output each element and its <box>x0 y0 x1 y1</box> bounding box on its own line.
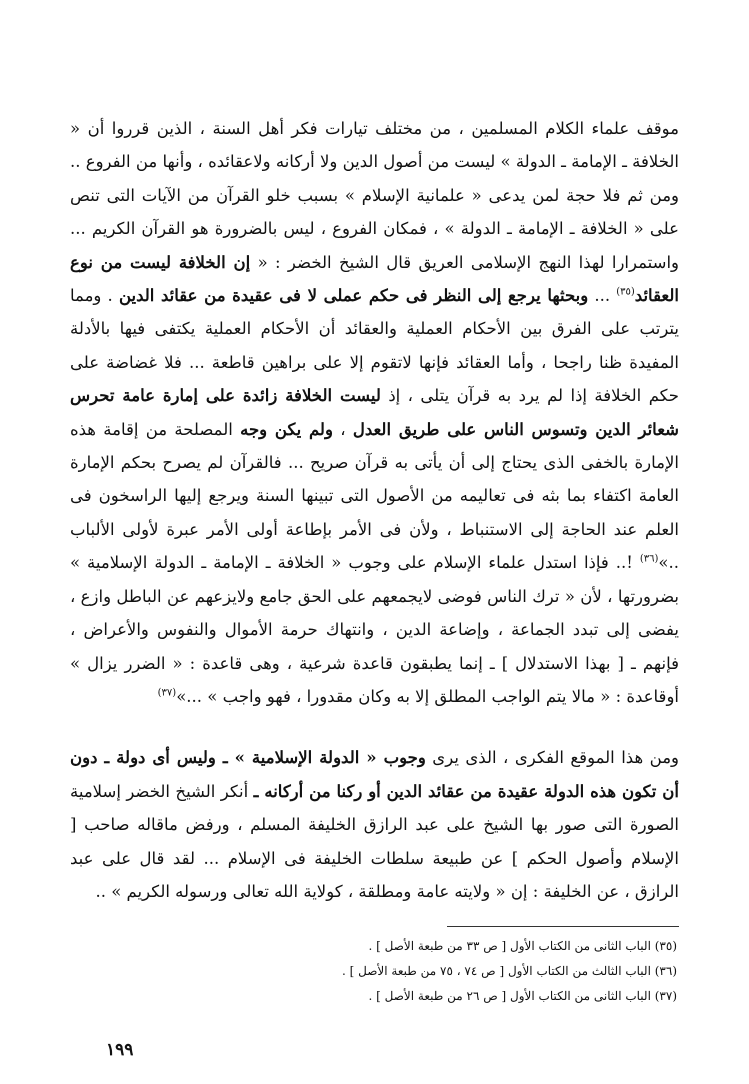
footnote-ref-35[interactable]: (٣٥) <box>616 286 635 298</box>
footnote-37: (٣٧) الباب الثانى من الكتاب الأول [ ص ٢٦ من طبعة الأصل ] . <box>368 989 677 1003</box>
text-run: ، <box>340 419 346 439</box>
body-text <box>70 112 679 925</box>
footnote-36: (٣٦) الباب الثالث من الكتاب الأول [ ص ٧٤ ، ٧٥ من طبعة الأصل ] . <box>342 964 677 978</box>
footnote-ref-36[interactable]: (٣٦) <box>639 553 659 565</box>
text-run: ... <box>594 286 611 306</box>
text-run: المصلحة من إقامة هذه الإمارة بالخفى الذى يحتاج إلى أن يأتى به قرآن صريح ... فالقرآن لم يصرح بحكم الإمارة العامة اكتفاء بما بثه فى تعاليمه من الأصول التى تبينها السنة ويرجع إليها الراسخون فى العلم عند الحاجة إلى الاستنباط ، ولأن فى الأمر بإطاعة أولى الأمر عبرة لأولى الألباب ..» <box>70 419 680 573</box>
text-run: !.. فإذا استدل علماء الإسلام على وجوب « الخلافة ـ الإمامة ـ الدولة الإسلامية » بضرورتها ، لأن « ترك الناس فوضى لايجمعهم على الحق جامع ولايزعهم عن الباطل وازع ، يفضى إلى تبدد الجماعة ، وإضاعة الدين ، وانتهاك حرمة الأموال والنفوس والأعراض ، فإنهم ـ [ بهذا الاستدلال ] ـ إنما يطبقون قاعدة شرعية ، وهى قاعدة : « الضرر يزال » أوقاعدة : « مالا يتم الواجب المطلق إلا به وكان مقدورا ، فهو واجب » ...» <box>70 553 679 706</box>
text-run: موقف علماء الكلام المسلمين ، من مختلف تيارات فكر أهل السنة ، الذين قرروا أن « الخلافة ـ الإمامة ـ الدولة » ليست من أصول الدين ولا أركانه ولاعقائده ، وأنها من الفروع .. ومن ثم فلا حجة لمن يدعى « علمانية الإسلام » بسبب خلو القرآن من الآيات التى تنص على « الخلافة ـ الإمامة ـ الدولة » ، فمكان الفروع ، ليس بالضرورة هو القرآن الكريم ... واستمرارا لهذا النهج الإسلامى العريق قال الشيخ الخضر : « <box>70 119 680 272</box>
text-run: أنكر الشيخ الخضر إسلامية الصورة التى صور بها الشيخ على عبد الرازق الخليفة المسلم ، ورفض ماقاله صاحب [ الإسلام وأصول الحكم ] عن طبيعة سلطات الخليفة فى الإسلام ... لقد قال على عبد الرازق ، عن الخليفة : إن « ولايته عامة ومطلقة ، كولاية الله تعالى ورسوله الكريم » .. <box>70 781 679 901</box>
paragraph-2 <box>70 741 679 908</box>
bold-quote: إن الخلافة ليست من نوع العقائد <box>70 252 679 306</box>
paragraph-1 <box>70 112 679 713</box>
text-run: ومن هذا الموقع الفكرى ، الذى يرى <box>432 748 679 768</box>
page-number: ١٩٩ <box>106 1040 134 1060</box>
text-run: . ومما يترتب على الفرق بين الأحكام العملية والعقائد أن الأحكام العملية يكتفى فيها بالأدلة المفيدة ظنا راجحا ، وأما العقائد فإنها لاتقوم إلا على براهين قاطعة ... فلا غضاضة على حكم الخلافة إذا لم يرد به قرآن يتلى ، إذ <box>70 286 679 406</box>
footnote-divider <box>447 926 679 927</box>
footnote-ref-37[interactable]: (٣٧) <box>157 687 177 699</box>
footnote-35: (٣٥) الباب الثانى من الكتاب الأول [ ص ٣٣ من طبعة الأصل ] . <box>368 939 677 953</box>
footnotes <box>70 934 677 1009</box>
bold-quote: وجوب « الدولة الإسلامية » ـ وليس أى دولة ـ دون أن تكون هذه الدولة عقيدة من عقائد الدين أو ركنا من أركانه ـ <box>70 748 679 801</box>
bold-quote: وبحثها يرجع إلى النظر فى حكم عملى لا فى عقيدة من عقائد الدين <box>118 286 589 306</box>
bold-quote: ليست الخلافة زائدة على إمارة عامة تحرس شعائر الدين وتسوس الناس على طريق العدل <box>70 386 679 439</box>
bold-quote: ولم يكن وجه <box>240 419 333 439</box>
